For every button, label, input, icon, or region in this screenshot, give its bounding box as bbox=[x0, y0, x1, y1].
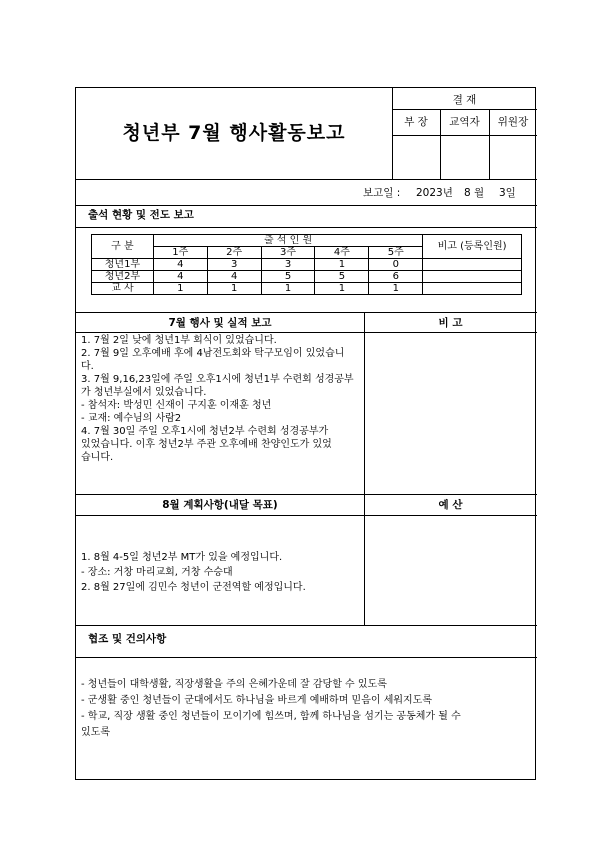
divider bbox=[76, 179, 537, 180]
cooperation-line: - 군생활 중인 청년들이 군대에서도 하나님을 바르게 예배하며 믿음이 세워지도록 bbox=[81, 695, 432, 706]
divider bbox=[364, 312, 365, 625]
july-line: 4. 7월 30일 주일 오후1시에 청년2부 수련회 성경공부가 bbox=[81, 426, 329, 437]
table-cell: 4 bbox=[153, 271, 207, 283]
july-line: - 교재: 예수님의 사람2 bbox=[81, 413, 182, 424]
july-line: - 참석자: 박성민 신재이 구지훈 이재훈 청년 bbox=[81, 400, 272, 411]
col-attendance-group: 출 석 인 원 bbox=[153, 235, 422, 247]
cooperation-section-title: 협조 및 건의사항 bbox=[88, 633, 167, 645]
table-cell-note bbox=[423, 271, 522, 283]
divider bbox=[76, 227, 537, 228]
col-week-2: 2주 bbox=[207, 247, 261, 259]
divider bbox=[392, 135, 537, 136]
table-cell: 1 bbox=[261, 283, 315, 295]
approval-header: 결 재 bbox=[452, 94, 477, 106]
table-cell: 4 bbox=[153, 259, 207, 271]
page-title: 청년부 7월 행사활동보고 bbox=[122, 122, 346, 144]
cooperation-line: 있도록 bbox=[81, 727, 110, 738]
col-week-3: 3주 bbox=[261, 247, 315, 259]
attendance-section-title: 출석 현황 및 전도 보고 bbox=[88, 209, 194, 221]
table-cell-note bbox=[423, 259, 522, 271]
august-section-title: 8월 계획사항(내달 목표) bbox=[162, 499, 278, 511]
report-date-month: 8 월 bbox=[464, 187, 485, 199]
table-cell: 4 bbox=[207, 271, 261, 283]
table-cell-note bbox=[423, 283, 522, 295]
table-cell: 1 bbox=[207, 283, 261, 295]
august-line: 2. 8월 27일에 김민수 청년이 군전역할 예정입니다. bbox=[81, 582, 306, 593]
table-row bbox=[92, 259, 522, 271]
table-cell: 0 bbox=[369, 259, 423, 271]
july-report-text bbox=[81, 334, 363, 464]
july-remark-header: 비 고 bbox=[438, 317, 463, 329]
july-section-title: 7월 행사 및 실적 보고 bbox=[168, 317, 272, 329]
table-cell: 5 bbox=[315, 271, 369, 283]
july-line: 있었습니다. 이후 청년2부 주관 오후예배 찬양인도가 있었 bbox=[81, 439, 332, 450]
table-cell: 6 bbox=[369, 271, 423, 283]
approval-role-chair: 위원장 bbox=[497, 116, 529, 128]
july-line: 3. 7월 9,16,23일에 주일 오후1시에 청년1부 수련회 성경공부 bbox=[81, 374, 354, 385]
col-week-4: 4주 bbox=[315, 247, 369, 259]
divider bbox=[76, 515, 537, 516]
col-week-1: 1주 bbox=[153, 247, 207, 259]
col-category: 구 분 bbox=[92, 235, 154, 259]
august-budget-header: 예 산 bbox=[438, 499, 463, 511]
report-form bbox=[75, 87, 536, 780]
table-row bbox=[92, 283, 522, 295]
table-cell: 3 bbox=[261, 259, 315, 271]
report-date-year: 2023년 bbox=[416, 187, 453, 199]
divider bbox=[489, 109, 490, 179]
col-week-5: 5주 bbox=[369, 247, 423, 259]
report-date-day: 3일 bbox=[499, 187, 516, 199]
cooperation-line: - 청년들이 대학생활, 직장생활을 주의 은혜가운데 잘 감당할 수 있도록 bbox=[81, 679, 387, 690]
divider bbox=[76, 494, 537, 495]
august-line: 1. 8월 4-5일 청년2부 MT가 있을 예정입니다. bbox=[81, 552, 283, 563]
row-label: 청년2부 bbox=[92, 271, 154, 283]
approval-role-pastor: 교역자 bbox=[449, 116, 480, 128]
table-header-row bbox=[92, 235, 522, 247]
table-cell: 5 bbox=[261, 271, 315, 283]
july-line: 다. bbox=[81, 361, 94, 372]
table-cell: 1 bbox=[315, 283, 369, 295]
attendance-table bbox=[91, 234, 522, 295]
august-line: - 장소: 거창 마리교회, 거창 수승대 bbox=[81, 567, 233, 578]
cooperation-line: - 학교, 직장 생활 중인 청년들이 모이기에 힘쓰며, 함께 하나님을 섬기는 공동체가 될 수 bbox=[81, 711, 461, 722]
approval-role-manager: 부 장 bbox=[404, 116, 428, 128]
report-date-label: 보고일 : bbox=[363, 187, 401, 199]
row-label: 청년1부 bbox=[92, 259, 154, 271]
table-cell: 1 bbox=[315, 259, 369, 271]
july-line: 1. 7월 2일 낮에 청년1부 회식이 있었습니다. bbox=[81, 335, 277, 346]
cooperation-text bbox=[81, 677, 533, 741]
divider bbox=[76, 657, 537, 658]
row-label: 교 사 bbox=[92, 283, 154, 295]
table-cell: 1 bbox=[369, 283, 423, 295]
col-note: 비고 (등록인원) bbox=[423, 235, 522, 259]
divider bbox=[392, 109, 537, 110]
july-line: 2. 7월 9일 오후예배 후에 4남전도회와 탁구모임이 있었습니 bbox=[81, 348, 345, 359]
divider bbox=[76, 312, 537, 313]
divider bbox=[76, 625, 537, 626]
divider bbox=[76, 205, 537, 206]
table-cell: 3 bbox=[207, 259, 261, 271]
divider bbox=[76, 332, 537, 333]
table-cell: 1 bbox=[153, 283, 207, 295]
july-line: 습니다. bbox=[81, 452, 114, 463]
table-row bbox=[92, 271, 522, 283]
july-line: 가 청년부실에서 있었습니다. bbox=[81, 387, 207, 398]
divider bbox=[440, 109, 441, 179]
august-plan-text bbox=[81, 550, 363, 595]
